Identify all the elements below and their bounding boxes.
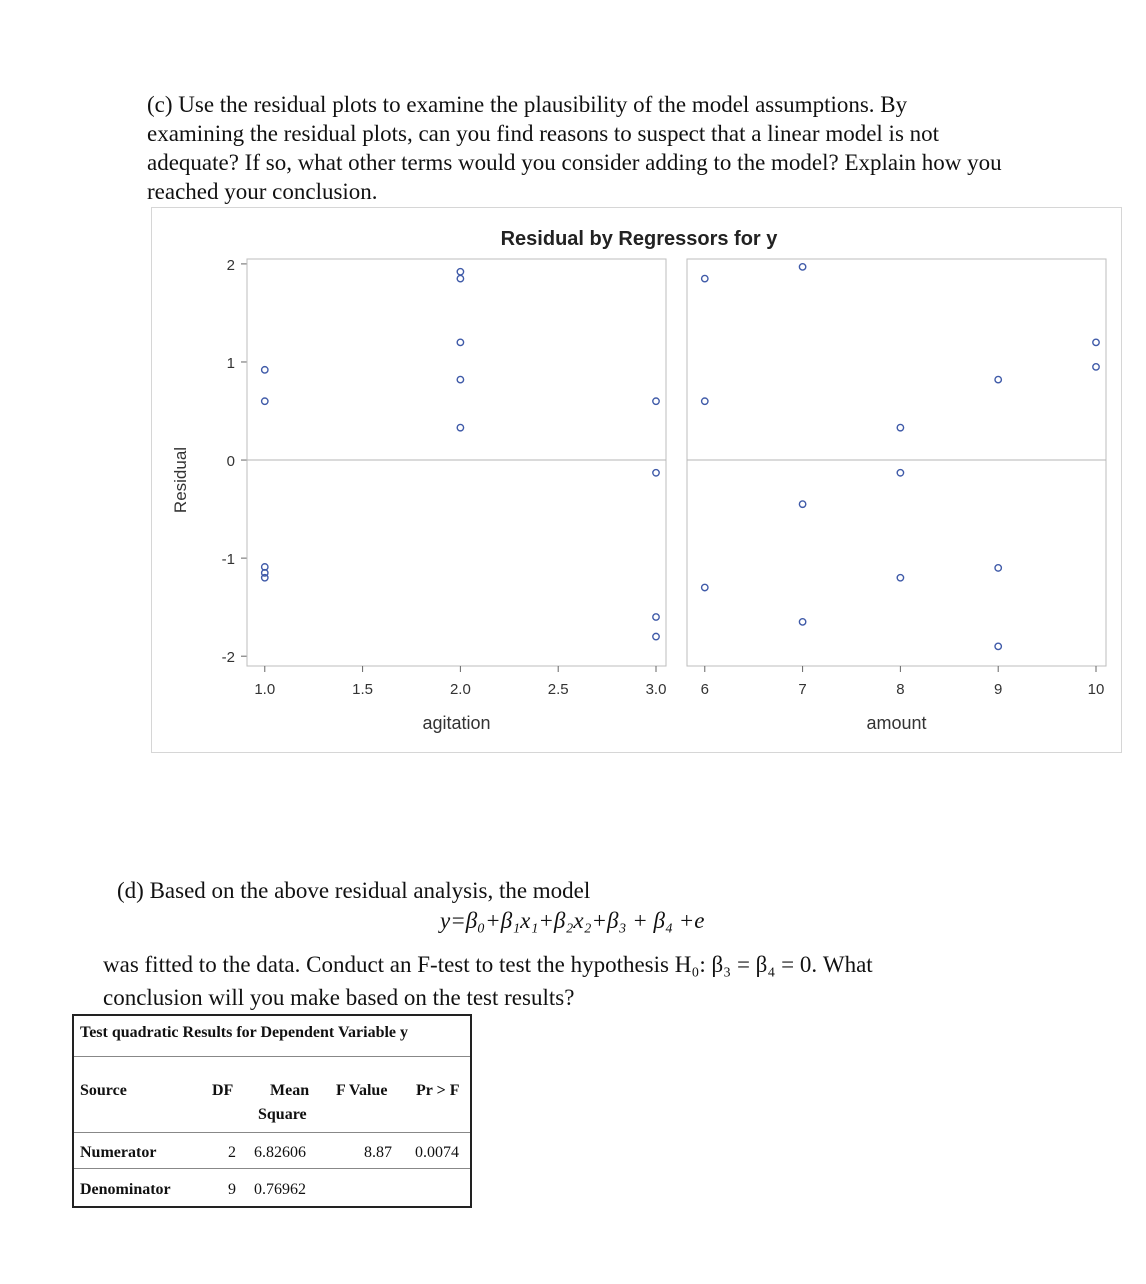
header-pr: Pr > F — [416, 1082, 460, 1099]
panel-border — [687, 259, 1106, 666]
divider — [74, 1132, 470, 1133]
residual-point — [702, 398, 708, 404]
residual-point — [653, 398, 659, 404]
residual-plot — [152, 208, 1121, 752]
x-tick-label: 2.5 — [547, 681, 569, 698]
row-pr: 0.0074 — [415, 1144, 459, 1161]
x-tick-label: 8 — [896, 681, 905, 698]
model-equation: y=β₀+β₁x₁+β₂x₂+β₃ + β₄ +e — [440, 908, 705, 933]
y-tick-label: -2 — [221, 649, 235, 667]
residual-point — [653, 614, 659, 620]
x-tick-label: 2.0 — [449, 681, 471, 698]
header-f-value: F Value — [336, 1082, 388, 1099]
header-mean: Mean — [270, 1082, 310, 1099]
row-source: Denominator — [80, 1181, 171, 1198]
row-mean-square: 0.76962 — [254, 1181, 306, 1198]
residual-point — [995, 376, 1001, 382]
residual-point — [457, 339, 463, 345]
x-tick-label: 9 — [994, 681, 1003, 698]
y-tick-label: -1 — [221, 551, 235, 569]
residual-point — [262, 367, 268, 373]
part-d-text: (d) Based on the above residual analysis, the model — [117, 878, 591, 903]
part-d-question: was fitted to the data. Conduct an F-test to test the hypothesis H₀: β₃ = β₄ = 0. What conclusion will you make based on the test results? — [103, 952, 873, 1010]
header-square: Square — [258, 1106, 307, 1123]
residual-plot-frame — [151, 207, 1122, 753]
row-f-value: 8.87 — [364, 1144, 392, 1161]
residual-point — [457, 376, 463, 382]
residual-point — [457, 269, 463, 275]
divider — [74, 1056, 470, 1057]
residual-point — [457, 424, 463, 430]
residual-point — [653, 470, 659, 476]
anova-table — [72, 1014, 472, 1208]
residual-point — [897, 575, 903, 581]
residual-point — [897, 470, 903, 476]
divider — [74, 1168, 470, 1169]
residual-point — [1093, 339, 1099, 345]
panel-border — [247, 259, 666, 666]
residual-point — [799, 264, 805, 270]
row-mean-square: 6.82606 — [254, 1144, 306, 1161]
table-title: Test quadratic Results for Dependent Variable y — [80, 1024, 409, 1041]
part-c-text: (c) Use the residual plots to examine the plausibility of the model assumptions. By examining the residual plots, can you find reasons to suspect that a linear model is not adequate? If so, what other terms would you consider adding to the model? Explain how you reached your conclusion. — [147, 92, 1002, 204]
residual-point — [995, 643, 1001, 649]
residual-point — [653, 633, 659, 639]
x-tick-label: 1.5 — [352, 681, 374, 698]
x-tick-label: 3.0 — [645, 681, 667, 698]
plot-title: Residual by Regressors for y — [500, 228, 778, 250]
residual-point — [457, 275, 463, 281]
x-tick-label: 6 — [700, 681, 709, 698]
residual-point — [262, 398, 268, 404]
y-tick-label: 0 — [226, 453, 235, 471]
x-axis-label: agitation — [422, 713, 491, 733]
row-source: Numerator — [80, 1144, 157, 1161]
y-tick-label: 1 — [226, 354, 235, 372]
x-axis-label: amount — [866, 713, 927, 733]
y-axis-label: Residual — [171, 446, 190, 514]
row-df: 2 — [228, 1144, 236, 1161]
x-tick-label: 7 — [798, 681, 807, 698]
residual-point — [799, 619, 805, 625]
row-df: 9 — [228, 1181, 236, 1198]
x-tick-label: 10 — [1087, 681, 1105, 698]
x-tick-label: 1.0 — [254, 681, 276, 698]
y-tick-label: 2 — [226, 256, 235, 274]
residual-point — [1093, 364, 1099, 370]
header-source: Source — [80, 1082, 127, 1099]
residual-point — [702, 275, 708, 281]
residual-point — [799, 501, 805, 507]
residual-point — [702, 584, 708, 590]
header-df: DF — [212, 1082, 234, 1099]
residual-point — [995, 565, 1001, 571]
residual-point — [897, 424, 903, 430]
